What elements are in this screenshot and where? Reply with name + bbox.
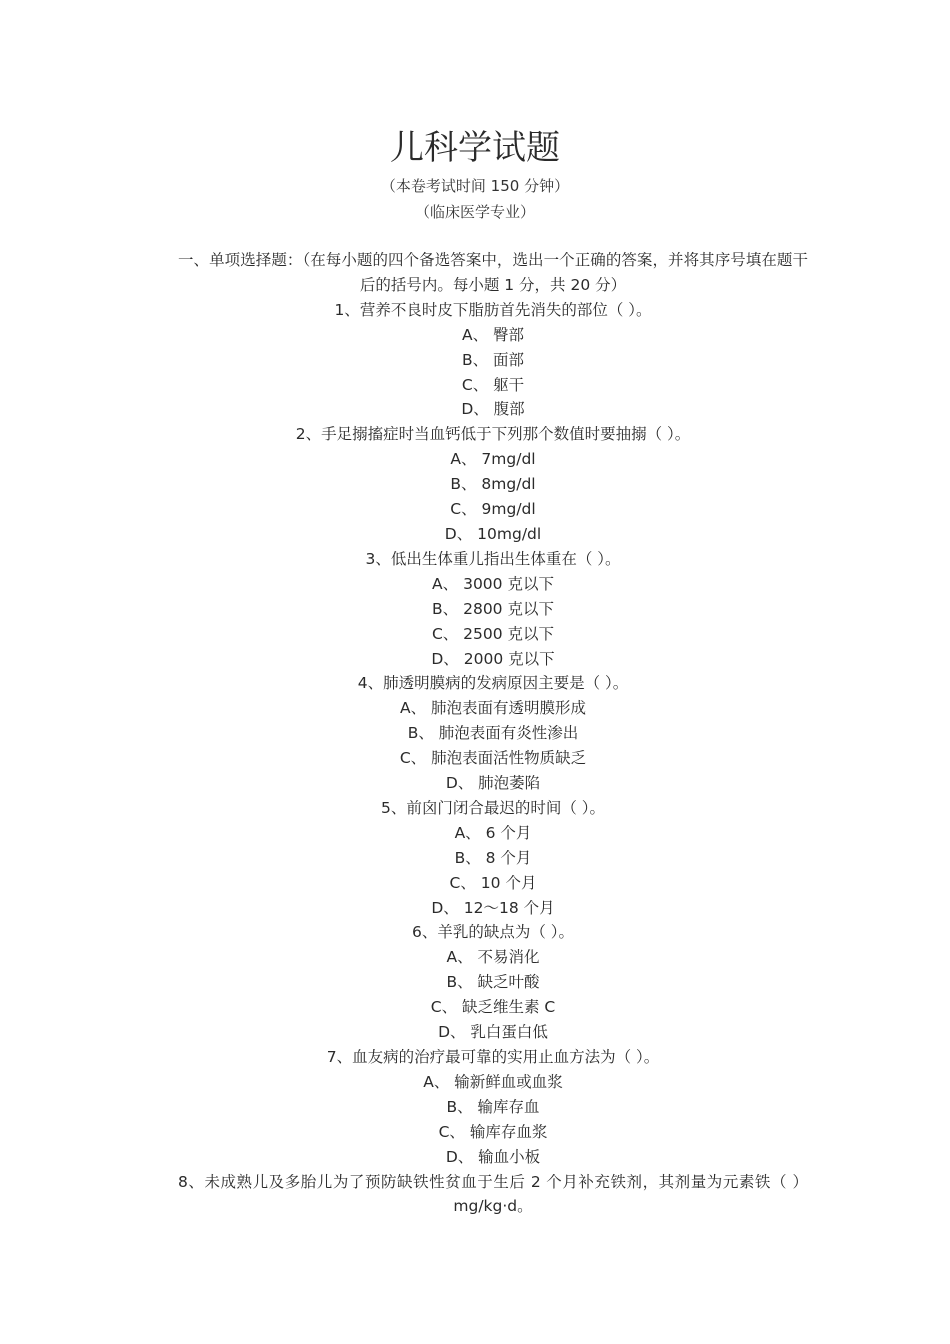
option-d: D、 腹部 — [461, 400, 525, 419]
option-c: C、 9mg/dl — [450, 500, 536, 519]
question-7 — [178, 1045, 808, 1170]
question-stem: 4、肺透明膜病的发病原因主要是（ ）。 — [357, 674, 629, 693]
question-stem: 1、营养不良时皮下脂肪首先消失的部位（ ）。 — [334, 300, 652, 319]
question-4 — [178, 671, 808, 796]
option-d: D、 2000 克以下 — [431, 649, 555, 668]
option-a: A、 3000 克以下 — [432, 574, 554, 593]
option-b: B、 2800 克以下 — [432, 599, 554, 618]
option-b: B、 缺乏叶酸 — [446, 973, 540, 992]
question-stem: 6、羊乳的缺点为（ ）。 — [411, 923, 575, 942]
option-a: A、 7mg/dl — [450, 450, 536, 469]
question-6 — [178, 920, 808, 1045]
option-c: C、 躯干 — [461, 375, 525, 394]
single-choice-section — [178, 248, 808, 1219]
option-b: B、 输库存血 — [446, 1097, 540, 1116]
option-b: B、 8 个月 — [454, 848, 532, 867]
option-b: B、 8mg/dl — [450, 475, 536, 494]
exam-duration-note: （本卷考试时间 150 分钟） — [380, 177, 570, 195]
question-stem: 2、手足搦搐症时当血钙低于下列那个数值时要抽搦（ ）。 — [295, 425, 691, 444]
option-a: A、 输新鲜血或血浆 — [423, 1072, 563, 1091]
section-heading: 一、单项选择题：（在每小题的四个备选答案中，选出一个正确的答案，并将其序号填在题干后的括号内。每小题 1 分，共 20 分） — [178, 251, 808, 294]
option-c: C、 肺泡表面活性物质缺乏 — [399, 749, 587, 768]
option-b: B、 面部 — [461, 350, 525, 369]
question-2 — [178, 422, 808, 547]
option-c: C、 缺乏维生素 C — [430, 998, 556, 1017]
question-stem: 7、血友病的治疗最可靠的实用止血方法为（ ）。 — [326, 1048, 660, 1066]
exam-major-note: （临床医学专业） — [414, 203, 535, 221]
option-c: C、 2500 克以下 — [431, 624, 555, 643]
question-1 — [178, 298, 808, 423]
question-3 — [178, 547, 808, 672]
question-stem: 5、前囟门闭合最迟的时间（ ）。 — [380, 798, 606, 817]
option-a: A、 6 个月 — [454, 823, 532, 842]
option-d: D、 乳白蛋白低 — [438, 1023, 548, 1042]
option-d: D、 输血小板 — [445, 1147, 541, 1166]
option-d: D、 12～18 个月 — [431, 898, 555, 917]
question-5 — [178, 796, 808, 921]
option-c: C、 输库存血浆 — [438, 1122, 548, 1141]
option-a: A、 肺泡表面有透明膜形成 — [399, 699, 587, 718]
option-c: C、 10 个月 — [449, 873, 537, 892]
option-d: D、 肺泡萎陷 — [445, 774, 541, 793]
option-a: A、 不易消化 — [446, 948, 540, 967]
option-b: B、 肺泡表面有炎性渗出 — [407, 724, 579, 743]
option-a: A、 臀部 — [461, 325, 525, 344]
question-8-stem: 8、未成熟儿及多胎儿为了预防缺铁性贫血于生后 2 个月补充铁剂，其剂量为元素铁（ ）mg/kg·d。 — [178, 1172, 808, 1216]
option-d: D、 10mg/dl — [444, 524, 542, 543]
question-stem: 3、低出生体重儿指出生体重在（ ）。 — [365, 549, 621, 568]
exam-title: 儿科学试题 — [390, 128, 560, 168]
